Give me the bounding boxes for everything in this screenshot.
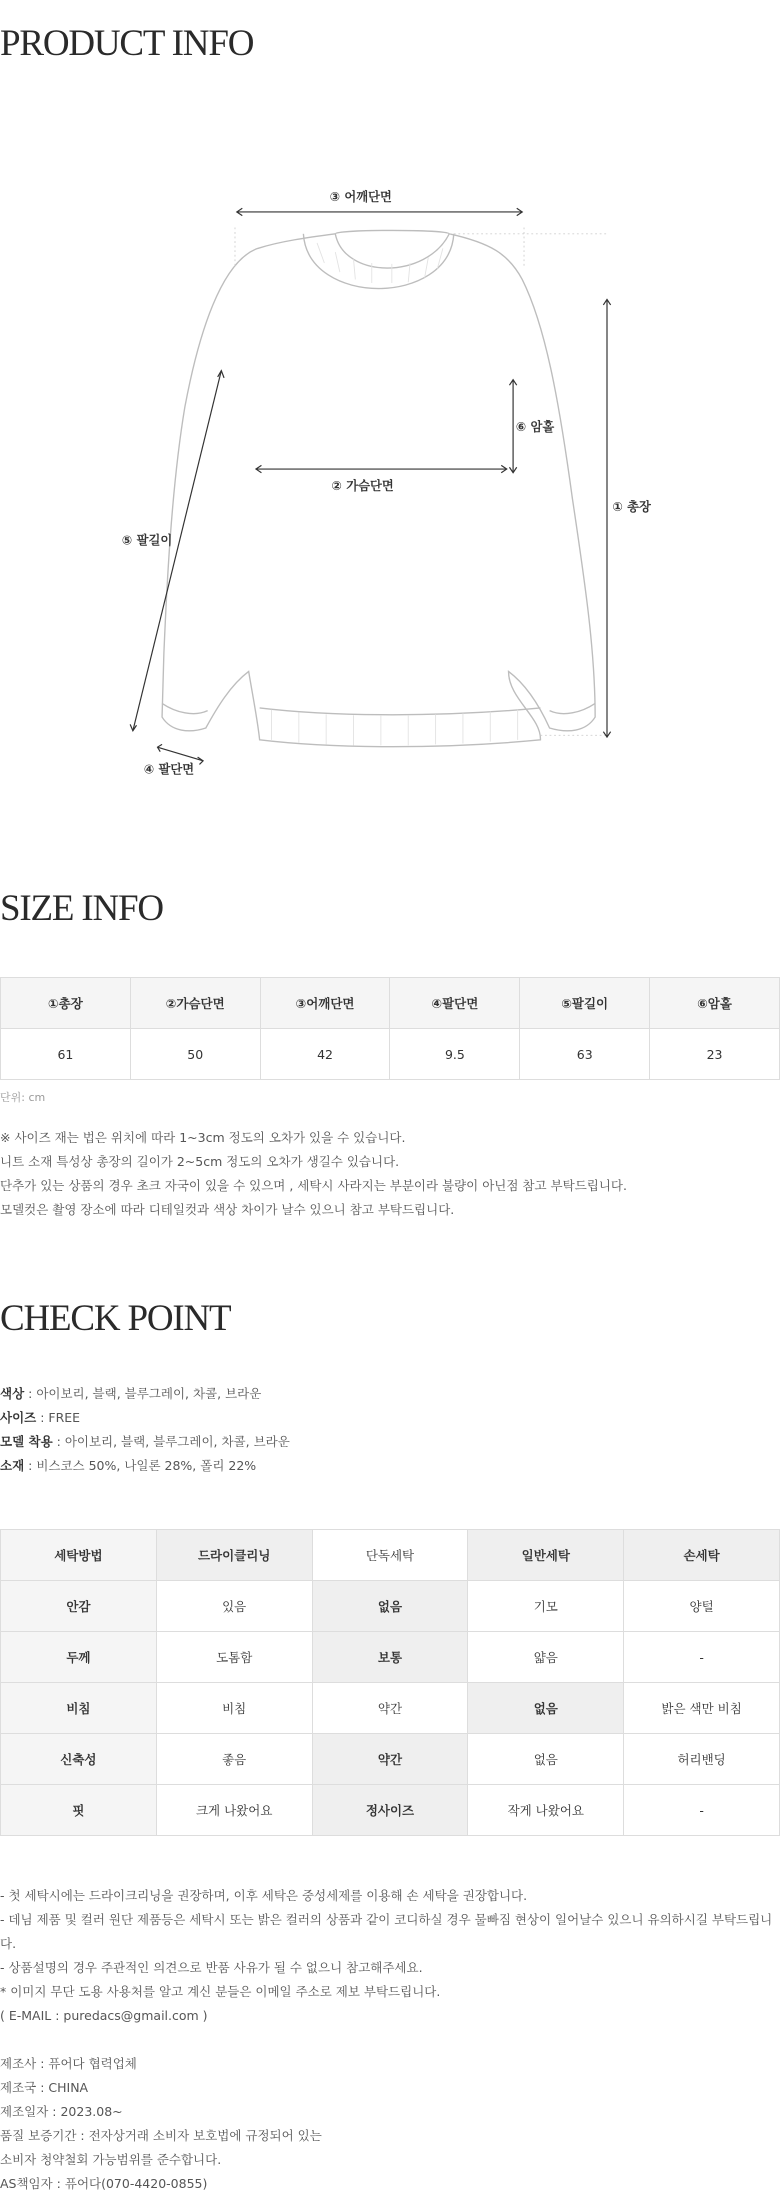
product-info-title: PRODUCT INFO xyxy=(0,23,254,64)
check-point-title: CHECK POINT xyxy=(0,1298,231,1339)
size-value-cell: 23 xyxy=(650,1029,780,1080)
check-row-label: 신축성 xyxy=(1,1734,157,1785)
size-value-cell: 50 xyxy=(130,1029,260,1080)
copyright-notice xyxy=(0,1980,440,2028)
care-notices xyxy=(0,1884,780,1980)
measurement-diagram xyxy=(0,170,780,790)
check-option: 밝은 색만 비침 xyxy=(624,1683,780,1734)
size-header-cell: ③어깨단면 xyxy=(260,978,390,1029)
check-option: 크게 나왔어요 xyxy=(156,1785,312,1836)
spec-label: 소재 xyxy=(0,1458,25,1473)
label-chest: ② 가슴단면 xyxy=(331,479,394,494)
size-note: 모델컷은 촬영 장소에 따라 디테일컷과 색상 차이가 날수 있으니 참고 부탁드립니다. xyxy=(0,1202,455,1217)
check-row-thickness xyxy=(1,1632,780,1683)
spec-label: 색상 xyxy=(0,1386,25,1401)
spec-color xyxy=(0,1382,290,1406)
size-header-cell: ⑥암홀 xyxy=(650,978,780,1029)
size-info-title: SIZE INFO xyxy=(0,888,163,929)
care-notice: - 첫 세탁시에는 드라이크리닝을 권장하며, 이후 세탁은 중성세제를 이용해 손 세탁을 권장합니다. xyxy=(0,1888,528,1903)
check-option: 없음 xyxy=(468,1734,624,1785)
check-option: 기모 xyxy=(468,1581,624,1632)
copyright-line: * 이미지 무단 도용 사용처를 알고 계신 분들은 이메일 주소로 제보 부탁드립니다. xyxy=(0,1984,441,1999)
check-option-selected: 없음 xyxy=(468,1683,624,1734)
check-option-selected: 손세탁 xyxy=(624,1530,780,1581)
size-header-row xyxy=(1,978,780,1029)
check-option-selected: 보통 xyxy=(312,1632,468,1683)
check-option: 단독세탁 xyxy=(312,1530,468,1581)
check-row-fit xyxy=(1,1785,780,1836)
size-value-cell: 63 xyxy=(520,1029,650,1080)
spec-material xyxy=(0,1454,290,1478)
spec-value: : 비스코스 50%, 나일론 28%, 폴리 22% xyxy=(24,1458,257,1473)
check-row-washing xyxy=(1,1530,780,1581)
spec-list xyxy=(0,1382,290,1478)
check-row-lining xyxy=(1,1581,780,1632)
check-option-selected: 정사이즈 xyxy=(312,1785,468,1836)
size-header-cell: ②가슴단면 xyxy=(130,978,260,1029)
size-note: ※ 사이즈 재는 법은 위치에 따라 1~3cm 정도의 오차가 있을 수 있습니다. xyxy=(0,1130,406,1145)
spec-label: 모델 착용 xyxy=(0,1434,53,1449)
size-value-cell: 42 xyxy=(260,1029,390,1080)
size-note: 니트 소재 특성상 총장의 길이가 2~5cm 정도의 오차가 생길수 있습니다. xyxy=(0,1154,400,1169)
company-line: AS책임자 : 퓨어다(070-4420-0855) xyxy=(0,2176,208,2191)
company-line: 소비자 청약철회 가능범위를 준수합니다. xyxy=(0,2152,222,2167)
check-row-stretch xyxy=(1,1734,780,1785)
check-option: 있음 xyxy=(156,1581,312,1632)
check-option: - xyxy=(624,1632,780,1683)
spec-model xyxy=(0,1430,290,1454)
size-header-cell: ⑤팔길이 xyxy=(520,978,650,1029)
check-option-selected: 드라이클리닝 xyxy=(156,1530,312,1581)
company-line: 제조일자 : 2023.08~ xyxy=(0,2104,123,2119)
guide-lines xyxy=(235,225,609,736)
rib-texture xyxy=(271,243,517,745)
spec-value: : FREE xyxy=(36,1410,81,1425)
size-value-row xyxy=(1,1029,780,1080)
check-table xyxy=(0,1529,780,1836)
check-option-selected: 약간 xyxy=(312,1734,468,1785)
check-row-label: 두께 xyxy=(1,1632,157,1683)
label-sleeve-width: ④ 팔단면 xyxy=(143,762,195,777)
copyright-email: ( E-MAIL : puredacs@gmail.com ) xyxy=(0,2008,208,2023)
label-sleeve-length: ⑤ 팔길이 xyxy=(121,533,173,548)
size-header-cell: ①총장 xyxy=(1,978,131,1029)
size-unit: 단위: cm xyxy=(0,1091,46,1104)
size-note: 단추가 있는 상품의 경우 초크 자국이 있을 수 있으며 , 세탁시 사라지는 부분이라 불량이 아닌점 참고 부탁드립니다. xyxy=(0,1178,627,1193)
check-row-label: 안감 xyxy=(1,1581,157,1632)
label-shoulder: ③ 어깨단면 xyxy=(329,190,392,204)
check-row-label: 세탁방법 xyxy=(1,1530,157,1581)
check-option-selected: 일반세탁 xyxy=(468,1530,624,1581)
check-row-sheerness xyxy=(1,1683,780,1734)
check-option: 비침 xyxy=(156,1683,312,1734)
size-value-cell: 61 xyxy=(1,1029,131,1080)
check-option: 얇음 xyxy=(468,1632,624,1683)
company-line: 품질 보증기간 : 전자상거래 소비자 보호법에 규정되어 있는 xyxy=(0,2128,322,2143)
check-option: - xyxy=(624,1785,780,1836)
size-notes xyxy=(0,1126,627,1222)
check-option: 좋음 xyxy=(156,1734,312,1785)
care-notice: - 데님 제품 및 컬러 원단 제품등은 세탁시 또는 밝은 컬러의 상품과 같이 코디하실 경우 물빠짐 현상이 일어날수 있으니 유의하시길 부탁드립니다. xyxy=(0,1912,773,1951)
label-armhole: ⑥ 암홀 xyxy=(515,419,555,434)
label-length: ① 총장 xyxy=(612,499,651,514)
company-line: 제조사 : 퓨어다 협력업체 xyxy=(0,2056,137,2071)
check-option: 작게 나왔어요 xyxy=(468,1785,624,1836)
check-option: 약간 xyxy=(312,1683,468,1734)
check-option-selected: 없음 xyxy=(312,1581,468,1632)
check-row-label: 핏 xyxy=(1,1785,157,1836)
spec-size xyxy=(0,1406,290,1430)
size-value-cell: 9.5 xyxy=(390,1029,520,1080)
check-option: 허리밴딩 xyxy=(624,1734,780,1785)
spec-value: : 아이보리, 블랙, 블루그레이, 차콜, 브라운 xyxy=(24,1386,262,1401)
check-row-label: 비침 xyxy=(1,1683,157,1734)
check-option: 양털 xyxy=(624,1581,780,1632)
care-notice: - 상품설명의 경우 주관적인 의견으로 반품 사유가 될 수 없으니 참고해주세요. xyxy=(0,1960,423,1975)
company-line: 제조국 : CHINA xyxy=(0,2080,89,2095)
size-header-cell: ④팔단면 xyxy=(390,978,520,1029)
size-table xyxy=(0,977,780,1080)
company-info xyxy=(0,2052,322,2196)
spec-value: : 아이보리, 블랙, 블루그레이, 차콜, 브라운 xyxy=(52,1434,290,1449)
spec-label: 사이즈 xyxy=(0,1410,37,1425)
check-option: 도톰함 xyxy=(156,1632,312,1683)
